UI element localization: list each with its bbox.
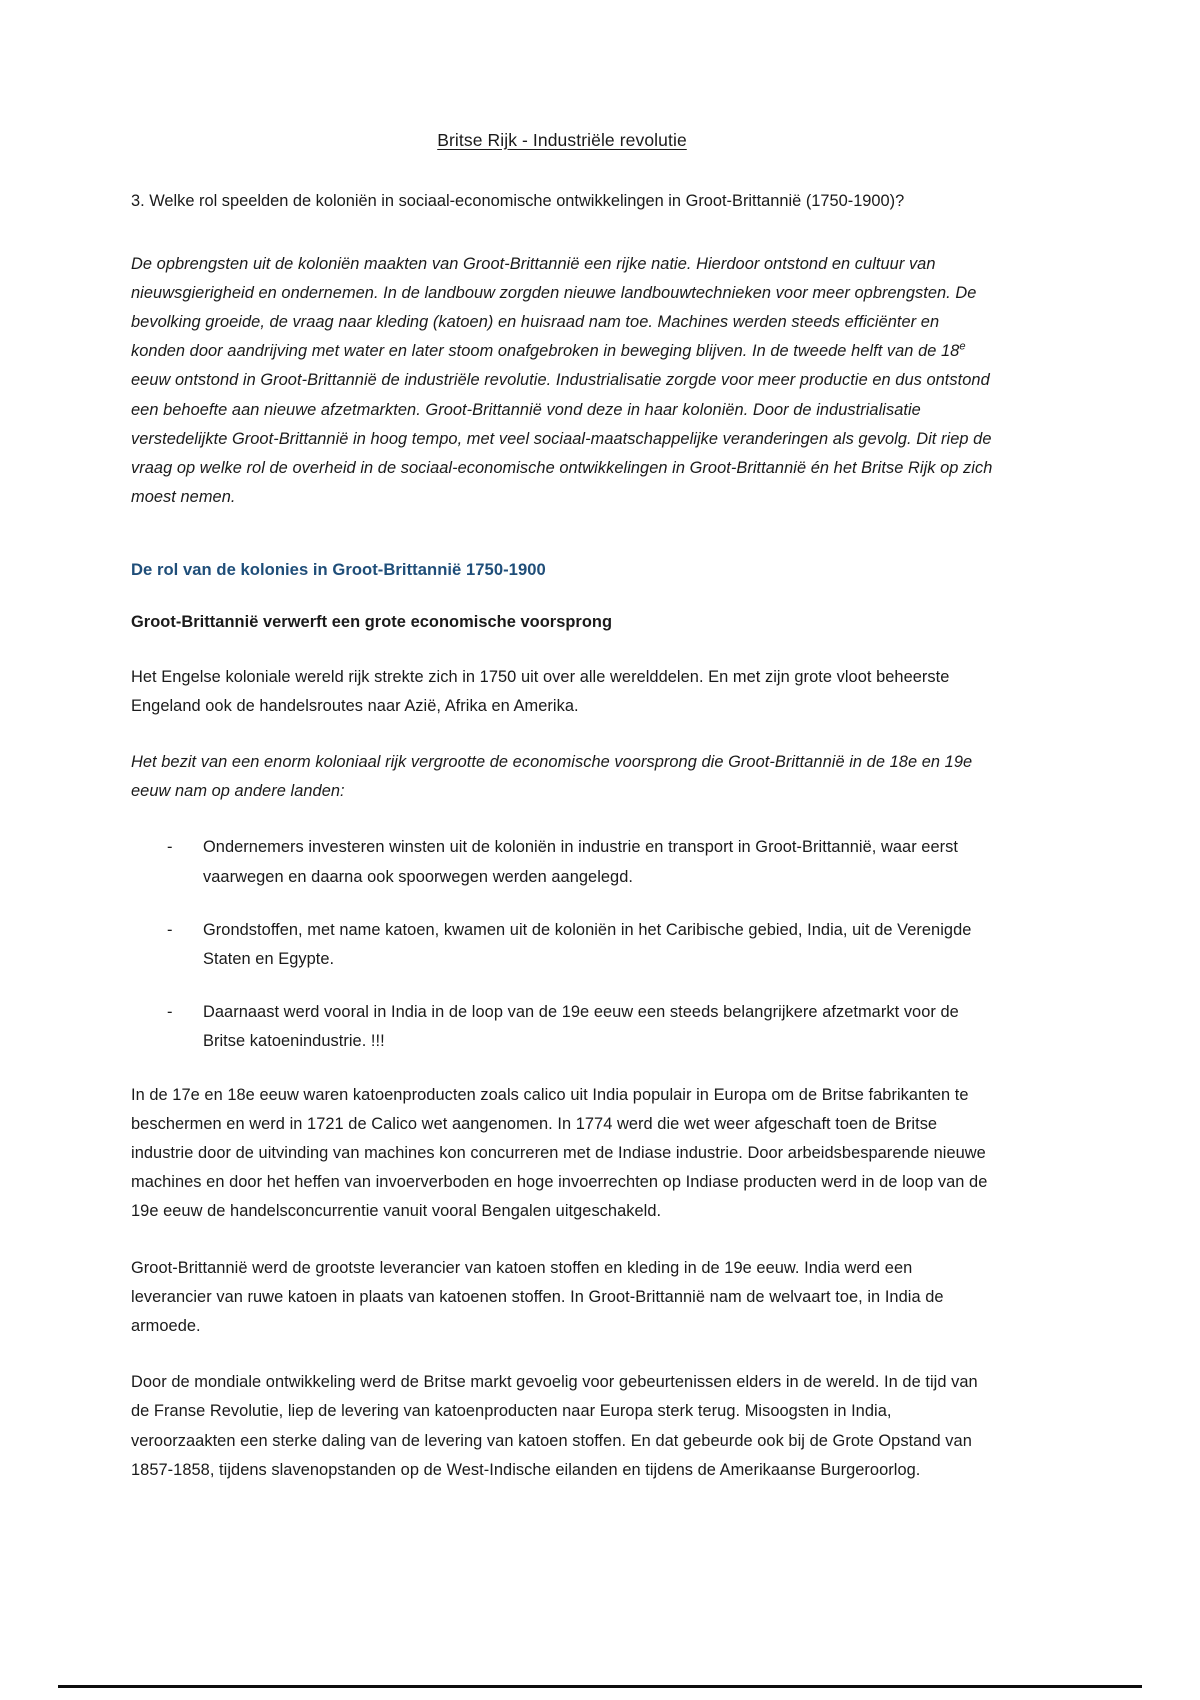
list-item — [131, 916, 993, 974]
bullet-list — [131, 833, 993, 1056]
list-item-text: Grondstoffen, met name katoen, kwamen uit de koloniën in het Caribische gebied, India, uit de Verenigde Staten en Egypte. — [203, 920, 972, 969]
paragraph-global: Door de mondiale ontwikkeling werd de Britse markt gevoelig voor gebeurtenissen elders in de wereld. In de tijd van de Franse Revolutie, liep de levering van katoenproducten naar Europa sterk terug. Misoogsten in India, veroorzaakten een sterke daling van de levering van katoen stoffen. En dat gebeurde ook bij de Grote Opstand van 1857-1858, tijdens slavenopstanden op de West-Indische eilanden en tijdens de Amerikaanse Burgeroorlog. — [131, 1373, 978, 1479]
dash-bullet-icon: - — [167, 1003, 173, 1022]
page-title — [131, 128, 993, 153]
list-item-text: Daarnaast werd vooral in India in de loop van de 19e eeuw een steeds belangrijkere afzetmarkt voor de Britse katoenindustrie. !!! — [203, 1003, 959, 1051]
paragraph-lead-in: Het bezit van een enorm koloniaal rijk vergrootte de economische voorsprong die Groot-Brittannië in de 18e en 19e eeuw nam op andere landen: — [131, 753, 973, 801]
dash-bullet-icon: - — [167, 838, 173, 857]
answer-paragraph-part1: De opbrengsten uit de koloniën maakten van Groot-Brittannië een rijke natie. Hierdoor ontstond en cultuur van nieuwsgierigheid en ondernemen. In de landbouw zorgden nieuwe landbouwtechnieken voor meer opbrengsten. De bevolking groeide, de vraag naar kleding (katoen) en huisraad nam toe. Machines werden steeds efficiënter en konden door aandrijving met water en later stoom onafgebroken in beweging blijven. In de tweede helft van de 18 — [131, 254, 977, 361]
list-item — [131, 998, 993, 1056]
paragraph-colonial-world: Het Engelse koloniale wereld rijk strekte zich in 1750 uit over alle werelddelen. En met zijn grote vloot beheerste Engeland ook de handelsroutes naar Azië, Afrika en Amerika. — [131, 667, 950, 715]
answer-paragraph — [131, 250, 993, 513]
list-item-text: Ondernemers investeren winsten uit de koloniën in industrie en transport in Groot-Brittannië, waar eerst vaarwegen en daarna ook spoorwegen werden aangelegd. — [203, 838, 958, 886]
paragraph-calico: In de 17e en 18e eeuw waren katoenproducten zoals calico uit India populair in Europa om de Britse fabrikanten te beschermen en werd in 1721 de Calico wet aangenomen. In 1774 werd die wet weer afgeschaft toen de Britse industrie door de uitvinding van machines kon concurreren met de Indiase industrie. Door arbeidsbesparende nieuwe machines en door het heffen van invoerverboden en hoge invoerrechten op Indiase producten werd in de loop van de 19e eeuw de handelsconcurrentie vanuit vooral Bengalen uitgeschakeld. — [131, 1085, 988, 1221]
list-item — [131, 833, 993, 891]
document-content — [131, 128, 993, 1512]
section-heading: De rol van de kolonies in Groot-Brittannië 1750-1900 — [131, 560, 546, 580]
page-title-text: Britse Rijk - Industriële revolutie — [437, 130, 687, 150]
footer-divider — [58, 1685, 1142, 1688]
sub-heading: Groot-Brittannië verwerft een grote economische voorsprong — [131, 612, 613, 631]
paragraph-supplier: Groot-Brittannië werd de grootste leverancier van katoen stoffen en kleding in de 19e eeuw. India werd een leverancier van ruwe katoen in plaats van katoenen stoffen. In Groot-Brittannië nam de welvaart toe, in India de armoede. — [131, 1258, 944, 1336]
question-paragraph: 3. Welke rol speelden de koloniën in sociaal-economische ontwikkelingen in Groot-Brittannië (1750-1900)? — [131, 192, 905, 211]
ordinal-superscript: e — [959, 340, 966, 353]
dash-bullet-icon: - — [167, 920, 173, 939]
answer-paragraph-part2: eeuw ontstond in Groot-Brittannië de industriële revolutie. Industrialisatie zorgde voor meer productie en dus ontstond een behoefte aan nieuwe afzetmarkten. Groot-Brittannië vond deze in haar koloniën. Door de industrialisatie verstedelijkte Groot-Brittannië in hoog tempo, met veel sociaal-maatschappelijke veranderingen als gevolg. Dit riep de vraag op welke rol de overheid in de sociaal-economische ontwikkelingen in Groot-Brittannië én het Britse Rijk op zich moest nemen. — [131, 371, 993, 507]
